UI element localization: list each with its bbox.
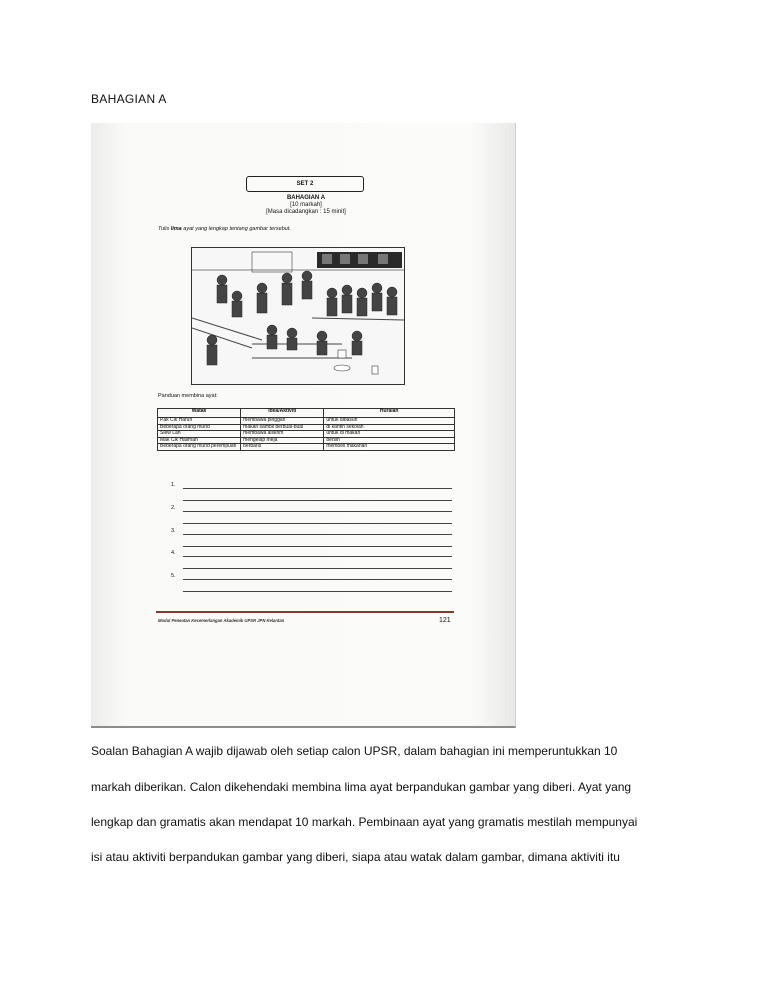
table-cell: membawa aiskrim	[241, 431, 324, 438]
section-heading: BAHAGIAN A	[91, 92, 167, 106]
time-label: [Masa dicadangkan : 15 minit]	[266, 209, 346, 215]
instruction	[158, 226, 291, 232]
section-title: BAHAGIAN A	[286, 195, 326, 201]
table-cell: Mak Cik Halimah	[158, 437, 241, 444]
paragraph-line: isi atau aktiviti berpandukan gambar yang diberi, siapa atau watak dalam gambar, dimana aktiviti itu	[91, 850, 620, 864]
table-cell: untuk di makan	[324, 431, 455, 438]
answer-line	[171, 549, 456, 572]
bleed-through-ghost-text	[181, 151, 189, 172]
answer-lines	[171, 481, 456, 595]
set-label-box: SET 2	[246, 176, 364, 192]
canteen-scene-drawing	[192, 248, 404, 384]
table-cell: membawa pinggan	[241, 418, 324, 425]
answer-line	[171, 481, 456, 504]
table-cell: Beberapa orang murid perempuan	[158, 444, 241, 451]
character-guide-table	[157, 408, 455, 451]
scanned-exam-page	[91, 123, 516, 728]
table-cell: di kantin sekolah	[324, 424, 455, 431]
table-cell: berbaris	[241, 444, 324, 451]
footer-divider	[156, 611, 454, 613]
answer-number: 4.	[171, 550, 176, 557]
marks-label: [10 markah]	[290, 202, 322, 208]
table-cell: Siew Lan	[158, 431, 241, 438]
table-header-row	[158, 409, 455, 418]
paragraph-line: Soalan Bahagian A wajib dijawab oleh setiap calon UPSR, dalam bahagian ini memperuntukkan 10	[91, 744, 618, 758]
instruction-prefix: Tulis	[158, 226, 171, 232]
footer-text: Modul Peneatan Kecemerlangan Akademik UPSR JPN Kelantan	[158, 618, 285, 623]
instruction-rest: ayat yang lengkap tentang gambar tersebut.	[181, 226, 291, 232]
column-header: Idea/Aktiviti	[241, 409, 324, 418]
answer-number: 3.	[171, 527, 176, 534]
column-header: Watak	[158, 409, 241, 418]
section-title-block	[256, 195, 356, 216]
instruction-bold: lima	[170, 226, 182, 232]
table-cell: membeli makanan	[324, 444, 455, 451]
table-cell: untuk dibasuh	[324, 418, 455, 425]
answer-line	[171, 572, 456, 595]
canteen-illustration	[191, 247, 405, 385]
table-cell: Pak Cik Harun	[158, 418, 241, 425]
column-header: Huraian	[324, 409, 455, 418]
answer-number: 1.	[171, 482, 176, 488]
answer-line	[171, 527, 456, 550]
guide-title: Panduan membina ayat:	[158, 393, 218, 399]
answer-number: 2.	[171, 504, 176, 511]
page-number: 121	[439, 617, 451, 624]
table-cell: makan sambil berbual-bual	[241, 424, 324, 431]
table-cell: Beberapa orang murid	[158, 424, 241, 431]
paragraph-line: markah diberikan. Calon dikehendaki membina lima ayat berpandukan gambar yang diberi. Ayat yang	[91, 780, 632, 794]
answer-line	[171, 504, 456, 527]
table-cell: bersih	[324, 437, 455, 444]
paragraph-line: lengkap dan gramatis akan mendapat 10 markah. Pembinaan ayat yang gramatis mestilah mempunyai	[91, 815, 638, 829]
table-cell: mengelap meja	[241, 437, 324, 444]
answer-number: 5.	[171, 573, 176, 580]
table-row	[158, 444, 455, 451]
